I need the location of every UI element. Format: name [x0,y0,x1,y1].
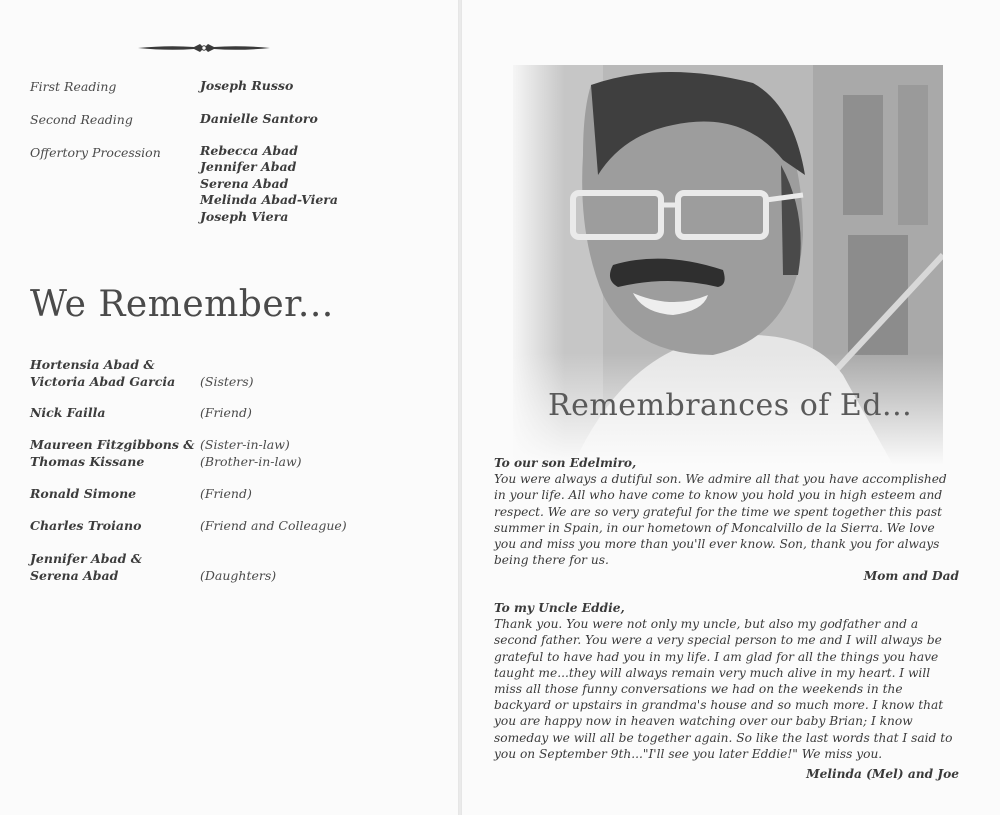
reading-names-2 [200,111,318,127]
remember-relation: (Daughters) [200,567,277,583]
reading-names-1 [200,78,293,94]
reading-role-2: Second Reading [30,112,133,127]
reader-name: Joseph Russo [200,78,294,93]
ornament-flourish-icon [138,42,270,54]
reader-name: Jennifer Abad [200,159,297,175]
remember-relation: (Sister-in-law) (Brother-in-law) [200,437,302,469]
letter-body: Thank you. You were not only my uncle, but also my godfather and a second father. You were a very special person to me and I will always be grateful to have had you in my life. I am glad for all the things you have taught me...they will always remain very much alive in my heart. I will miss all those funny conversations we had on the weekends in the backyard or upstairs in grandma's house and so much more. I know that you are happy now in heaven watching over our baby Brian; I know someday we will all be together again. So like the last words that I said to you on September 9th..."I'll see you later Eddie!" We miss you. [494,617,953,761]
reading-role-3: Offertory Procession [30,145,161,160]
reading-names-3 [200,143,338,225]
left-page [0,0,458,815]
remember-relation: (Friend and Colleague) [200,518,347,533]
remember-names: Nick Failla [30,405,106,420]
remember-relation: (Friend) [200,405,252,420]
remember-names: Maureen Fitzgibbons & Thomas Kissane [30,437,195,469]
reader-name: Melinda Abad-Viera [200,192,338,208]
we-remember-heading: We Remember... [30,284,334,325]
remember-names: Hortensia Abad & Victoria Abad Garcia [30,357,176,389]
letter-signoff: Melinda (Mel) and Joe [806,767,959,782]
remembrances-heading: Remembrances of Ed... [548,388,913,423]
letter-salutation: To our son Edelmiro, [494,456,637,470]
remember-relation: (Friend) [200,486,252,501]
remember-names: Jennifer Abad & Serena Abad [30,551,142,583]
reader-name: Rebecca Abad [200,143,298,158]
remember-names: Charles Troiano [30,518,142,533]
remember-names: Ronald Simone [30,486,137,501]
letter-from-niece [494,600,959,782]
reading-role-1: First Reading [30,79,117,94]
letter-body: You were always a dutiful son. We admire all that you have accomplished in your life. All who have come to know you hold you in high esteem and respect. We are so very grateful for the time we spent together this past summer in Spain, in our hometown of Moncalvillo de la Sierra. We love you and miss you more than you'll ever know. Son, thank you for always being there for us. [494,472,947,568]
reader-name: Serena Abad [200,175,289,191]
letter-salutation: To my Uncle Eddie, [494,601,625,615]
letter-from-parents [494,455,959,585]
letter-signoff: Mom and Dad [863,569,959,584]
remember-relation: (Sisters) [200,373,254,389]
reader-name: Joseph Viera [200,208,289,224]
reader-name: Danielle Santoro [200,111,318,126]
